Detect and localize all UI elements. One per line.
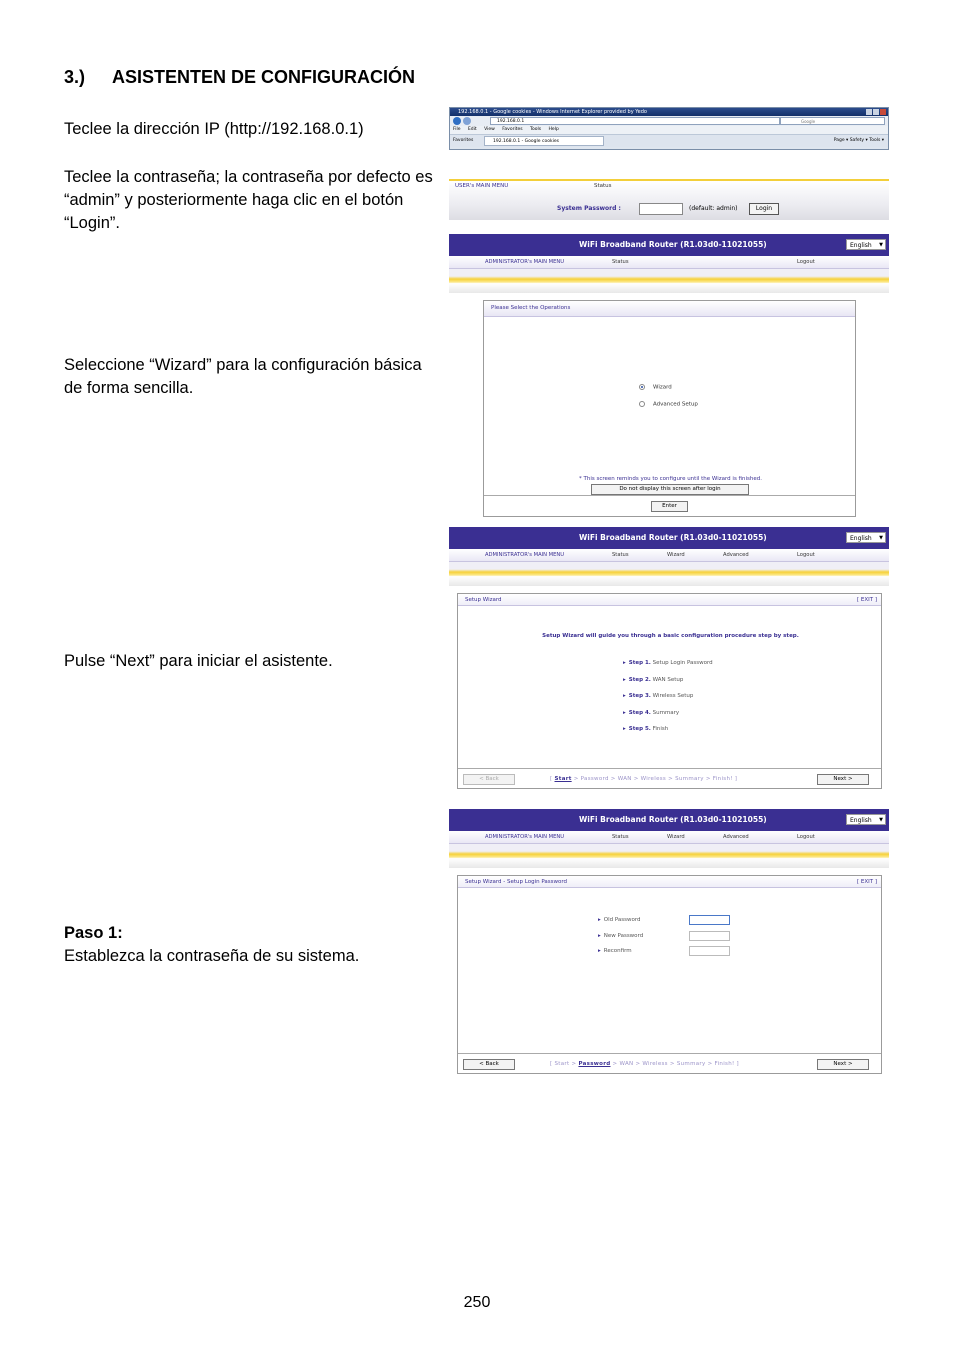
step-number: Step 2.	[628, 677, 651, 683]
divider	[484, 495, 855, 496]
wizard-breadcrumb	[550, 1061, 739, 1067]
login-button[interactable]: Login	[749, 203, 779, 215]
menu-favorites[interactable]: Favorites	[502, 127, 523, 132]
admin-main-menu[interactable]: ADMINISTRATOR's MAIN MENU	[485, 259, 565, 265]
new-password-input[interactable]	[689, 931, 730, 941]
system-password-input[interactable]	[639, 203, 683, 215]
reconfirm-input[interactable]	[689, 946, 730, 956]
header-band	[449, 562, 889, 586]
step-label: Setup Login Password	[652, 660, 713, 666]
step-number: Step 5.	[628, 726, 651, 732]
instruction-password: Teclee la contraseña; la contraseña por defecto es “admin” y posteriormente haga clic en el botón “Login”.	[64, 168, 433, 232]
instruction-step1	[64, 922, 444, 968]
next-button[interactable]: Next >	[817, 774, 869, 785]
router-nav	[449, 256, 889, 269]
close-icon[interactable]	[880, 109, 886, 115]
menu-tools[interactable]: Tools	[530, 127, 542, 132]
radio-selected-icon	[639, 384, 645, 390]
back-button[interactable]: < Back	[463, 1059, 515, 1070]
radio-empty-icon	[639, 401, 645, 407]
wizard-footer	[458, 1053, 881, 1073]
operations-header: Please Select the Operations	[484, 301, 855, 317]
instruction-wizard: Seleccione “Wizard” para la configuración básica de forma sencilla.	[64, 356, 422, 397]
wizard-step	[623, 726, 668, 732]
wizard-step	[623, 660, 713, 666]
language-value: English	[850, 242, 872, 249]
section-number: 3.)	[64, 67, 86, 87]
admin-header-screenshot	[449, 234, 889, 294]
language-select[interactable]	[846, 239, 886, 250]
language-value: English	[850, 817, 872, 824]
logout-link[interactable]: Logout	[797, 259, 815, 265]
url-input[interactable]: 192.168.0.1	[490, 117, 780, 125]
wizard-link[interactable]: Wizard	[667, 552, 685, 558]
new-password-label: ▸ New Password	[598, 933, 643, 939]
wizard-intro: Setup Wizard will guide you through a basic configuration procedure step by step.	[542, 633, 799, 639]
step-label: Summary	[652, 710, 680, 716]
old-password-label: ▸ Old Password	[598, 917, 641, 923]
header-band	[449, 269, 889, 293]
step1-text: Establezca la contraseña de su sistema.	[64, 947, 360, 965]
router-title: WiFi Broadband Router (R1.03d0-11021055)	[579, 533, 767, 542]
logout-link[interactable]: Logout	[797, 552, 815, 558]
advanced-link[interactable]: Advanced	[723, 552, 749, 558]
logout-link[interactable]: Logout	[797, 834, 815, 840]
crumb-rest: > Password > WAN > Wireless > Summary > Finish! ]	[571, 776, 738, 782]
language-value: English	[850, 535, 872, 542]
step-label: Finish	[652, 726, 669, 732]
search-input[interactable]: Google	[780, 117, 885, 125]
browser-tab[interactable]: 192.168.0.1 - Google cookies	[484, 136, 604, 146]
status-link[interactable]: Status	[612, 259, 629, 265]
browser-window-title: 192.168.0.1 - Google cookies - Windows Internet Explorer provided by Yedo	[458, 109, 647, 115]
default-password-hint: (default: admin)	[689, 205, 738, 212]
system-password-label: System Password :	[557, 205, 621, 212]
status-link[interactable]: Status	[612, 552, 629, 558]
user-main-menu[interactable]: USER's MAIN MENU	[455, 183, 509, 189]
step-number: Step 1.	[628, 660, 651, 666]
router-nav	[449, 831, 889, 844]
browser-titlebar	[450, 108, 888, 116]
status-link[interactable]: Status	[612, 834, 629, 840]
section-heading	[64, 67, 415, 88]
exit-link[interactable]: [ EXIT ]	[856, 879, 877, 885]
crumb-open: [	[550, 776, 555, 782]
menu-file[interactable]: File	[453, 127, 461, 132]
password-panel	[457, 875, 882, 1074]
enter-button[interactable]: Enter	[651, 501, 688, 512]
router-header	[449, 234, 889, 256]
wizard-step	[623, 693, 693, 699]
favorites-bar	[450, 134, 888, 147]
menu-help[interactable]: Help	[548, 127, 559, 132]
wizard-step	[623, 710, 679, 716]
language-select[interactable]	[846, 814, 886, 825]
header-band	[449, 844, 889, 868]
password-step-title: Setup Wizard - Setup Login Password	[465, 879, 568, 885]
wizard-breadcrumb	[550, 776, 737, 782]
step1-title: Paso 1:	[64, 924, 123, 942]
chevron-down-icon: ▼	[879, 242, 883, 248]
wizard-option-label: Wizard	[653, 384, 672, 391]
favorites-button[interactable]: Favorites	[453, 138, 474, 143]
browser-screenshot	[449, 107, 889, 150]
router-header	[449, 527, 889, 549]
password-panel-header	[458, 876, 881, 888]
crumb-rest: > WAN > Wireless > Summary > Finish! ]	[610, 1061, 739, 1067]
address-bar	[450, 116, 888, 126]
wizard-footer	[458, 768, 881, 788]
wizard-reminder: * This screen reminds you to configure until the Wizard is finished.	[578, 476, 763, 482]
router-nav	[449, 549, 889, 562]
dont-display-button[interactable]: Do not display this screen after login	[591, 484, 749, 495]
crumb-start[interactable]: Start	[554, 776, 572, 782]
wizard-panel	[457, 593, 882, 789]
instruction-ip: Teclee la dirección IP (http://192.168.0.1)	[64, 120, 364, 138]
login-screenshot	[449, 179, 889, 220]
crumb-start: [ Start >	[550, 1061, 579, 1067]
section-title: ASISTENTEN DE CONFIGURACIÓN	[112, 67, 416, 87]
step-number: Step 4.	[628, 710, 651, 716]
admin-main-menu[interactable]: ADMINISTRATOR's MAIN MENU	[485, 834, 565, 840]
advanced-setup-radio[interactable]	[639, 401, 698, 408]
router-header	[449, 809, 889, 831]
wizard-panel-header	[458, 594, 881, 606]
advanced-option-label: Advanced Setup	[653, 401, 698, 408]
setup-wizard-screenshot	[449, 527, 889, 792]
admin-main-menu[interactable]: ADMINISTRATOR's MAIN MENU	[485, 552, 565, 558]
wizard-radio[interactable]	[639, 384, 672, 391]
step-number: Step 3.	[628, 693, 651, 699]
advanced-link[interactable]: Advanced	[723, 834, 749, 840]
instruction-next: Pulse “Next” para iniciar el asistente.	[64, 652, 333, 670]
command-bar[interactable]: Page ▾ Safety ▾ Tools ▾	[833, 138, 884, 143]
router-title: WiFi Broadband Router (R1.03d0-11021055)	[579, 240, 767, 249]
step-label: WAN Setup	[652, 677, 684, 683]
wizard-step	[623, 677, 683, 683]
wizard-title: Setup Wizard	[465, 597, 502, 603]
back-arrow-icon[interactable]	[453, 117, 461, 125]
chevron-down-icon: ▼	[879, 817, 883, 823]
language-select[interactable]	[846, 532, 886, 543]
wizard-link[interactable]: Wizard	[667, 834, 685, 840]
menu-view[interactable]: View	[484, 127, 495, 132]
page-number: 250	[463, 1294, 491, 1311]
chevron-down-icon: ▼	[879, 535, 883, 541]
old-password-input[interactable]	[689, 915, 730, 925]
next-button[interactable]: Next >	[817, 1059, 869, 1070]
status-link[interactable]: Status	[594, 183, 612, 189]
exit-link[interactable]: [ EXIT ]	[856, 597, 877, 603]
minimize-icon[interactable]	[866, 109, 872, 115]
operations-screenshot	[483, 300, 856, 517]
browser-menu	[450, 126, 888, 134]
forward-arrow-icon[interactable]	[463, 117, 471, 125]
back-button[interactable]: < Back	[463, 774, 515, 785]
step-label: Wireless Setup	[652, 693, 694, 699]
router-title: WiFi Broadband Router (R1.03d0-11021055)	[579, 815, 767, 824]
maximize-icon[interactable]	[873, 109, 879, 115]
crumb-password[interactable]: Password	[578, 1061, 611, 1067]
reconfirm-label: ▸ Reconfirm	[598, 948, 632, 954]
menu-edit[interactable]: Edit	[467, 127, 477, 132]
password-step-screenshot	[449, 809, 889, 1077]
